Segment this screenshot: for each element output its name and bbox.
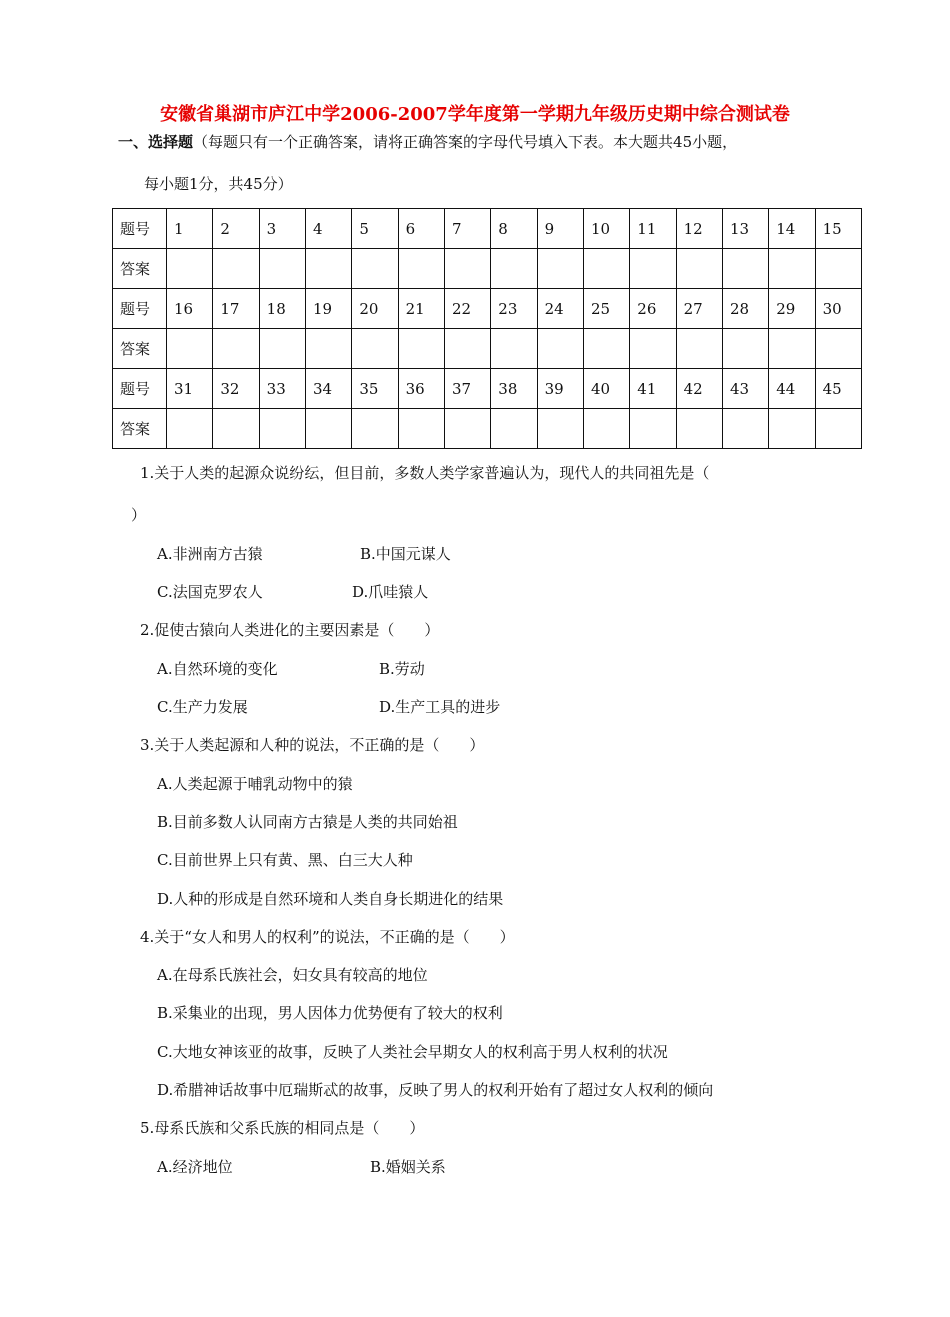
- number-cell: 22: [444, 289, 490, 329]
- answer-cell[interactable]: [722, 329, 768, 369]
- number-cell: 5: [352, 209, 398, 249]
- answer-cell[interactable]: [537, 329, 583, 369]
- number-cell: 33: [259, 369, 305, 409]
- number-cell: 43: [722, 369, 768, 409]
- number-cell: 7: [444, 209, 490, 249]
- answer-cell[interactable]: [213, 249, 259, 289]
- question-1-option-a: A.非洲南方古猿: [157, 545, 263, 563]
- question-1-stem-continued: ）: [131, 506, 147, 524]
- number-row: [113, 209, 862, 249]
- question-2-option-d: D.生产工具的进步: [379, 698, 501, 716]
- answer-cell[interactable]: [676, 409, 722, 449]
- number-cell: 21: [398, 289, 444, 329]
- number-cell: 28: [722, 289, 768, 329]
- question-1-option-b: B.中国元谋人: [360, 545, 451, 563]
- answer-cell[interactable]: [583, 249, 629, 289]
- answer-cell[interactable]: [491, 329, 537, 369]
- answer-cell[interactable]: [722, 409, 768, 449]
- answer-cell[interactable]: [537, 249, 583, 289]
- answer-cell[interactable]: [583, 329, 629, 369]
- number-cell: 35: [352, 369, 398, 409]
- number-cell: 9: [537, 209, 583, 249]
- answer-cell[interactable]: [167, 249, 213, 289]
- answer-cell[interactable]: [815, 249, 861, 289]
- answer-cell[interactable]: [167, 409, 213, 449]
- section-heading-line: [118, 131, 737, 152]
- number-cell: 41: [630, 369, 676, 409]
- question-2-option-a: A.自然环境的变化: [157, 660, 278, 678]
- answer-cell[interactable]: [630, 249, 676, 289]
- question-4-option-a: A.在母系氏族社会，妇女具有较高的地位: [157, 966, 428, 984]
- question-4-option-d: D.希腊神话故事中厄瑞斯忒的故事，反映了男人的权利开始有了超过女人权利的倾向: [157, 1081, 714, 1099]
- answer-cell[interactable]: [769, 409, 815, 449]
- answer-cell[interactable]: [722, 249, 768, 289]
- answer-cell[interactable]: [491, 409, 537, 449]
- answer-cell[interactable]: [259, 249, 305, 289]
- answer-cell[interactable]: [583, 409, 629, 449]
- answer-cell[interactable]: [398, 249, 444, 289]
- answer-cell[interactable]: [305, 409, 351, 449]
- question-5-stem: 5.母系氏族和父系氏族的相同点是（ ）: [140, 1119, 425, 1137]
- number-cell: 45: [815, 369, 861, 409]
- number-cell: 18: [259, 289, 305, 329]
- answer-cell[interactable]: [630, 329, 676, 369]
- answer-cell[interactable]: [676, 249, 722, 289]
- answer-cell[interactable]: [213, 329, 259, 369]
- question-4-stem: 4.关于“女人和男人的权利”的说法，不正确的是（ ）: [140, 928, 515, 946]
- number-cell: 23: [491, 289, 537, 329]
- number-cell: 20: [352, 289, 398, 329]
- number-cell: 26: [630, 289, 676, 329]
- number-cell: 3: [259, 209, 305, 249]
- number-label: 题号: [113, 289, 167, 329]
- number-cell: 1: [167, 209, 213, 249]
- answer-label: 答案: [113, 249, 167, 289]
- number-cell: 25: [583, 289, 629, 329]
- answer-cell[interactable]: [352, 409, 398, 449]
- answer-cell[interactable]: [676, 329, 722, 369]
- number-cell: 36: [398, 369, 444, 409]
- number-cell: 17: [213, 289, 259, 329]
- answer-cell[interactable]: [167, 329, 213, 369]
- question-1-stem: 1.关于人类的起源众说纷纭，但目前，多数人类学家普遍认为，现代人的共同祖先是（: [140, 464, 710, 482]
- question-2-stem: 2.促使古猿向人类进化的主要因素是（ ）: [140, 621, 440, 639]
- number-cell: 39: [537, 369, 583, 409]
- number-label: 题号: [113, 209, 167, 249]
- section-heading: 一、选择题: [118, 133, 194, 151]
- number-cell: 34: [305, 369, 351, 409]
- number-row: [113, 289, 862, 329]
- answer-row: [113, 409, 862, 449]
- answer-cell[interactable]: [444, 249, 490, 289]
- number-cell: 32: [213, 369, 259, 409]
- number-cell: 2: [213, 209, 259, 249]
- exam-title: 安徽省巢湖市庐江中学2006-2007学年度第一学期九年级历史期中综合测试卷: [160, 104, 790, 125]
- question-2-option-b: B.劳动: [379, 660, 425, 678]
- answer-cell[interactable]: [213, 409, 259, 449]
- answer-label: 答案: [113, 329, 167, 369]
- answer-cell[interactable]: [444, 329, 490, 369]
- answer-cell[interactable]: [491, 249, 537, 289]
- answer-table: [112, 208, 862, 449]
- number-cell: 44: [769, 369, 815, 409]
- answer-row: [113, 329, 862, 369]
- number-cell: 6: [398, 209, 444, 249]
- number-cell: 19: [305, 289, 351, 329]
- number-cell: 10: [583, 209, 629, 249]
- answer-cell[interactable]: [398, 329, 444, 369]
- answer-cell[interactable]: [630, 409, 676, 449]
- number-cell: 12: [676, 209, 722, 249]
- number-cell: 24: [537, 289, 583, 329]
- question-1-option-c: C.法国克罗农人: [157, 583, 263, 601]
- number-cell: 11: [630, 209, 676, 249]
- number-label: 题号: [113, 369, 167, 409]
- number-cell: 16: [167, 289, 213, 329]
- number-cell: 30: [815, 289, 861, 329]
- question-3-option-a: A.人类起源于哺乳动物中的猿: [157, 775, 353, 793]
- answer-cell[interactable]: [352, 329, 398, 369]
- number-cell: 40: [583, 369, 629, 409]
- answer-cell[interactable]: [769, 249, 815, 289]
- section-description-continued: 每小题1分，共45分）: [144, 175, 293, 193]
- answer-cell[interactable]: [305, 249, 351, 289]
- question-4-option-c: C.大地女神该亚的故事，反映了人类社会早期女人的权利高于男人权利的状况: [157, 1043, 668, 1061]
- question-2-option-c: C.生产力发展: [157, 698, 248, 716]
- number-cell: 13: [722, 209, 768, 249]
- answer-cell[interactable]: [398, 409, 444, 449]
- number-cell: 8: [491, 209, 537, 249]
- answer-cell[interactable]: [352, 249, 398, 289]
- section-description: （每题只有一个正确答案，请将正确答案的字母代号填入下表。本大题共45小题，: [193, 133, 738, 151]
- question-3-option-c: C.目前世界上只有黄、黑、白三大人种: [157, 851, 413, 869]
- answer-cell[interactable]: [769, 329, 815, 369]
- question-3-stem: 3.关于人类起源和人种的说法，不正确的是（ ）: [140, 736, 485, 754]
- number-cell: 38: [491, 369, 537, 409]
- number-cell: 27: [676, 289, 722, 329]
- question-3-option-b: B.目前多数人认同南方古猿是人类的共同始祖: [157, 813, 458, 831]
- question-4-option-b: B.采集业的出现，男人因体力优势便有了较大的权利: [157, 1004, 503, 1022]
- question-1-option-d: D.爪哇猿人: [352, 583, 429, 601]
- answer-cell[interactable]: [537, 409, 583, 449]
- answer-cell[interactable]: [259, 409, 305, 449]
- number-cell: 42: [676, 369, 722, 409]
- number-cell: 14: [769, 209, 815, 249]
- number-cell: 29: [769, 289, 815, 329]
- number-cell: 31: [167, 369, 213, 409]
- answer-cell[interactable]: [305, 329, 351, 369]
- number-cell: 15: [815, 209, 861, 249]
- question-5-option-a: A.经济地位: [157, 1158, 233, 1176]
- answer-label: 答案: [113, 409, 167, 449]
- question-3-option-d: D.人种的形成是自然环境和人类自身长期进化的结果: [157, 890, 504, 908]
- number-row: [113, 369, 862, 409]
- answer-cell[interactable]: [259, 329, 305, 369]
- number-cell: 37: [444, 369, 490, 409]
- number-cell: 4: [305, 209, 351, 249]
- answer-cell[interactable]: [815, 329, 861, 369]
- answer-row: [113, 249, 862, 289]
- question-5-option-b: B.婚姻关系: [370, 1158, 446, 1176]
- answer-cell[interactable]: [444, 409, 490, 449]
- answer-cell[interactable]: [815, 409, 861, 449]
